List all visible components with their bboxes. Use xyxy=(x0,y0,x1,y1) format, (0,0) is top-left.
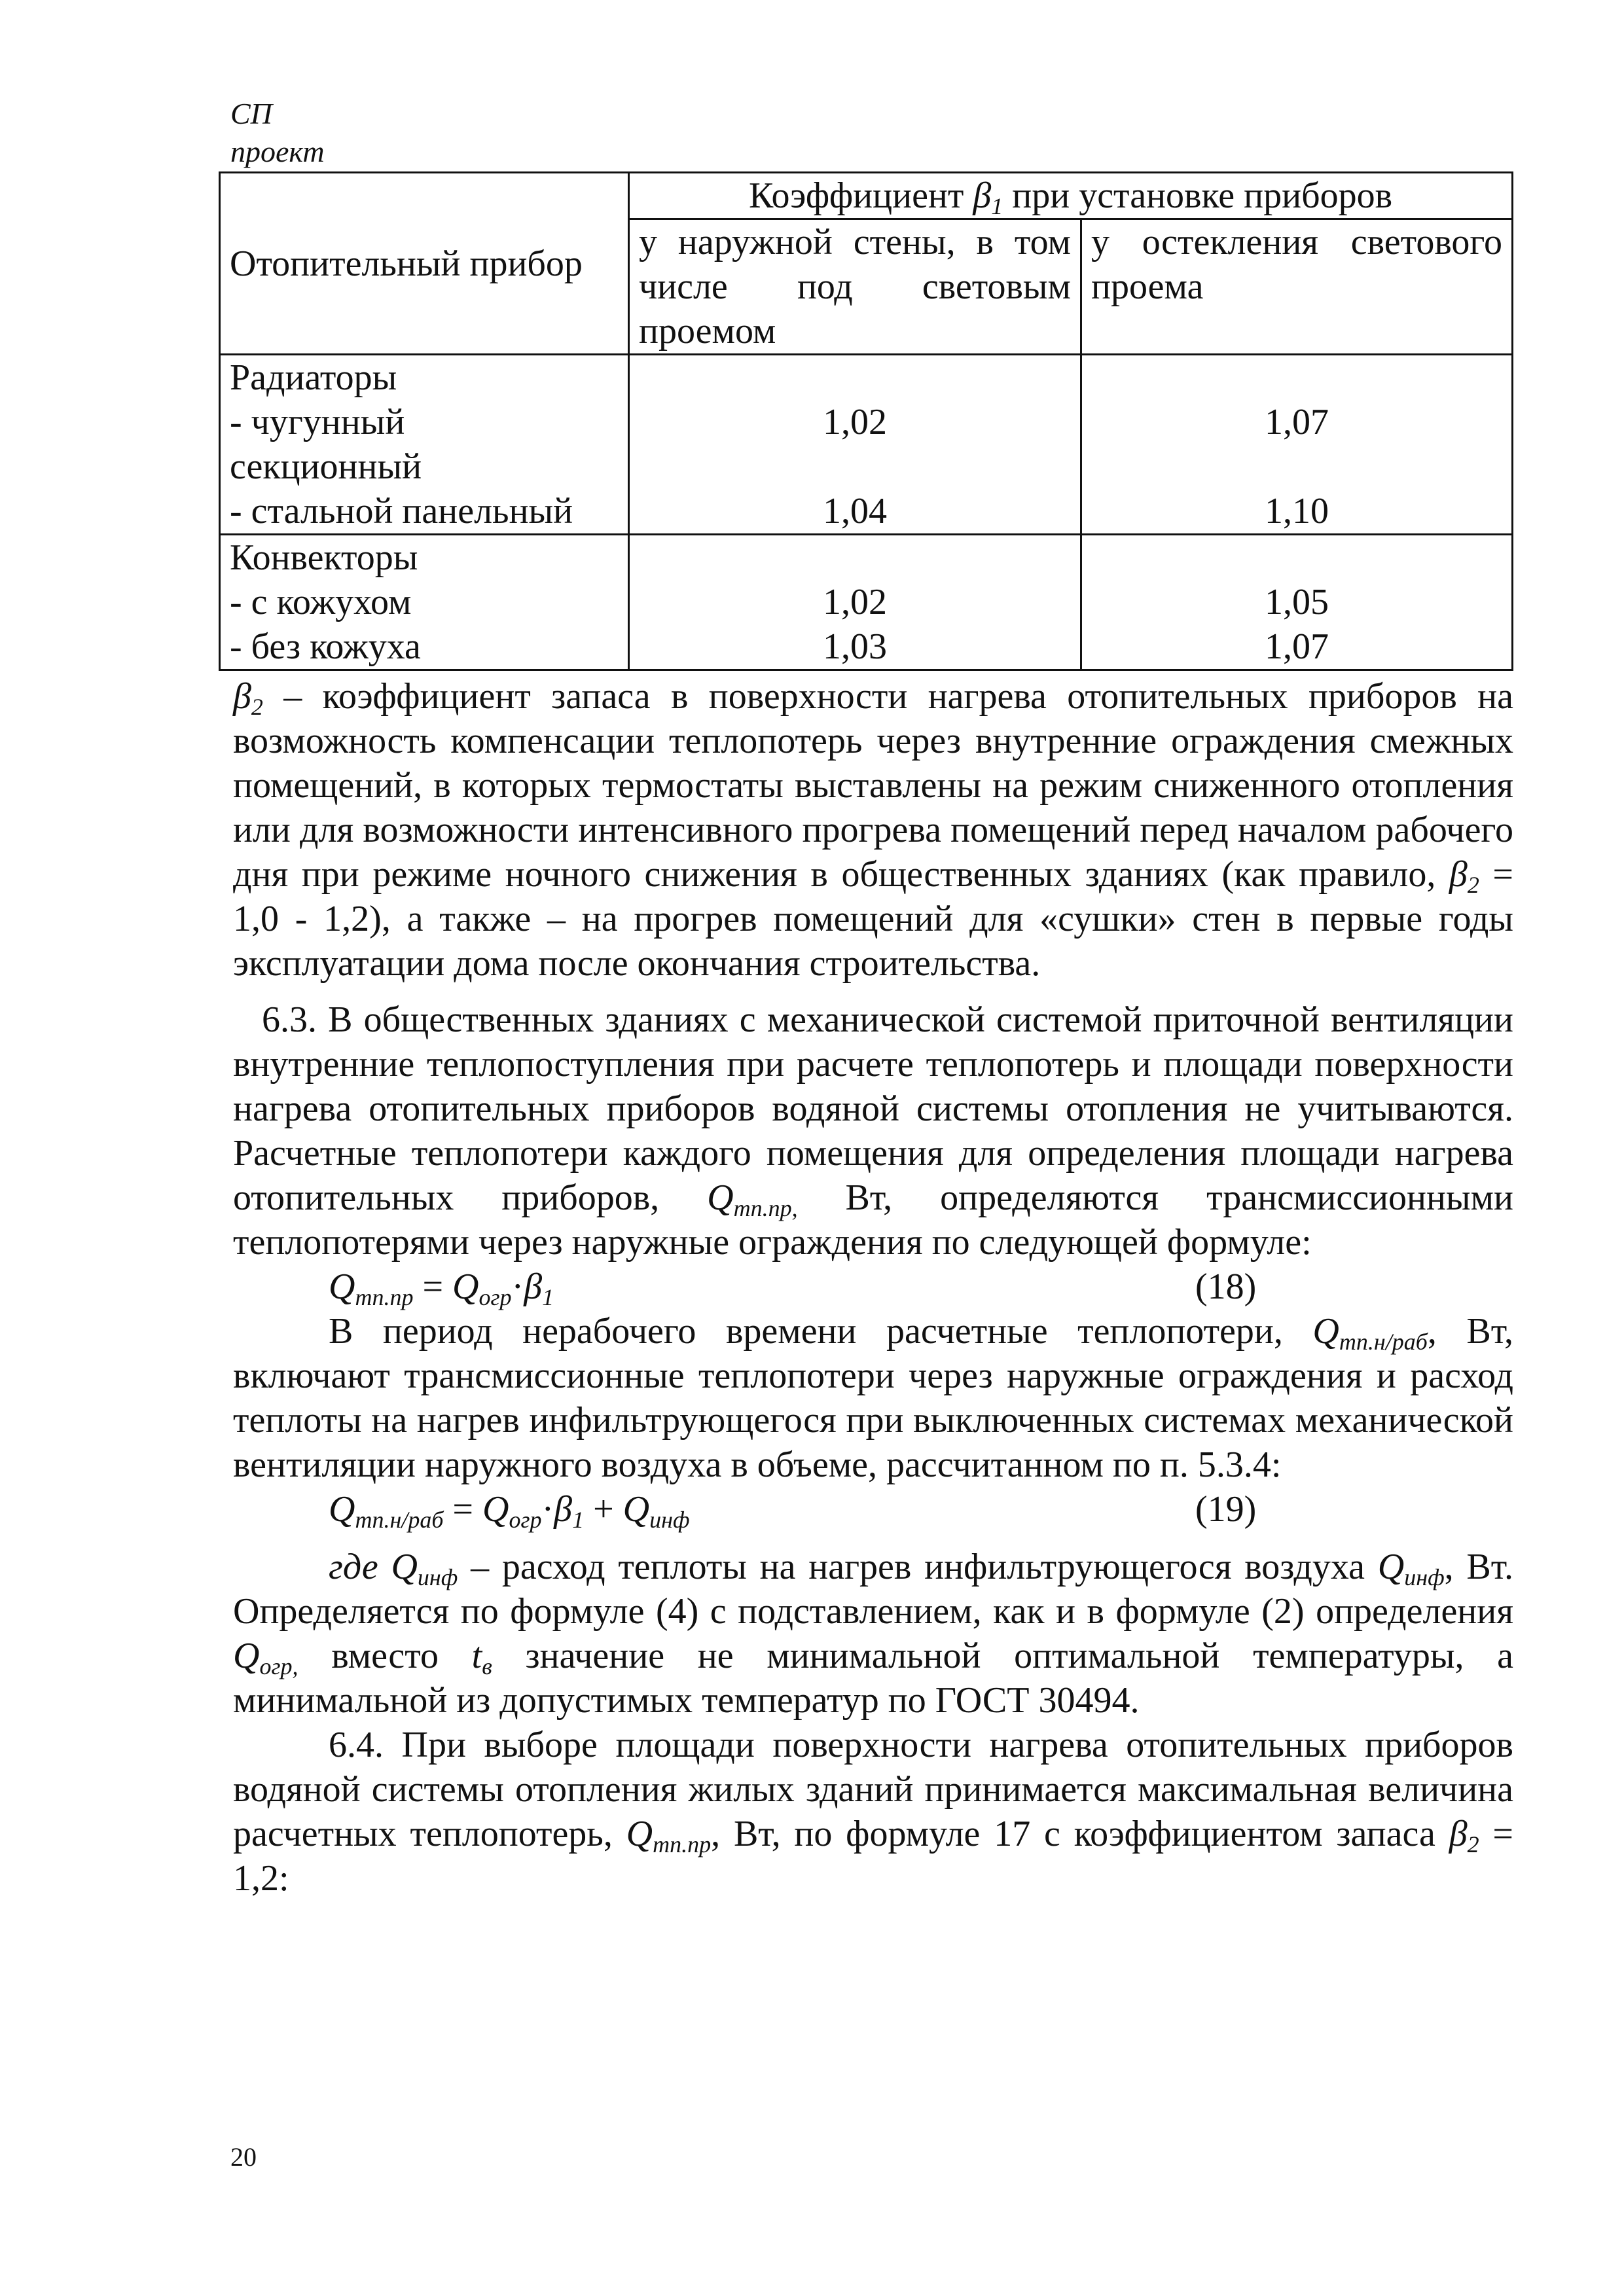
device-without-casing: - без кожуха xyxy=(230,626,421,667)
cell-values-glazing-conv: 1,05 1,07 xyxy=(1081,535,1513,670)
table-row-convectors xyxy=(220,535,1513,670)
device-cast-iron: - чугунный секционный xyxy=(230,402,422,487)
device-with-casing: - с кожухом xyxy=(230,582,412,622)
paragraph-beta2: $\beta_2$ – коэффициент запаса в поверхности нагрева отопительных приборов на возможность компенсации теплопотерь через внутренние ограждения смежных помещений, в которых термостаты выставлены на режим сниженного отопления или для возможности интенсивного прогрева помещений перед началом рабочего дня при режиме ночного снижения в общественных зданиях (как правило, $\beta_2 = 1,0 - 1,2$), а также – на прогрев помещений для «сушки» стен в первые годы эксплуатации дома после окончания строительства. xyxy=(233,676,1513,984)
formula-18: $Q_{тп.пр} = Q_{огр}\cdot\beta_1$ (18) xyxy=(233,1265,1513,1309)
cell-values-outer-wall-conv: 1,02 1,03 xyxy=(629,535,1081,670)
cell-values-glazing: 1,07 1,10 xyxy=(1081,355,1513,535)
header-doc-type: СП xyxy=(230,97,272,130)
paragraph-nonworking-time: В период нерабочего времени расчетные теплопотери, $Q_{тп.н/раб}$, Вт, включают трансмиссионные теплопотери через наружные ограждения и расход теплоты на нагрев инфильтрующегося при выключенных системах механической вентиляции наружного воздуха в объеме, рассчитанном по п. 5.3.4: xyxy=(233,1311,1513,1485)
header-status: проект xyxy=(230,135,325,168)
cell-values-outer-wall: 1,02 1,04 xyxy=(629,355,1081,535)
coefficient-table xyxy=(219,171,1513,671)
formula-19: $Q_{тп.н/раб} = Q_{огр}\cdot\beta_1 + Q_{инф}$ (19) xyxy=(233,1487,1513,1532)
formula-18-number: (18) xyxy=(1195,1266,1257,1307)
col-header-glazing: у остекления светового проема xyxy=(1081,219,1513,355)
cell-device-radiators: Радиаторы - чугунный секционный - стальной панельный xyxy=(220,355,629,535)
col-header-device: Отопительный прибор xyxy=(220,173,629,355)
col-header-outer-wall: у наружной стены, в том числе под световым проемом xyxy=(629,219,1081,355)
paragraph-6-3: 6.3. В общественных зданиях с механической системой приточной вентиляции внутренние теплопоступления при расчете теплопотерь и площади поверхности нагрева отопительных приборов водяной системы отопления не учитываются. Расчетные теплопотери каждого помещения для определения площади нагрева отопительных приборов, $Q_{тп.пр,}$ Вт, определяются трансмиссионными теплопотерями через наружные ограждения по следующей формуле: xyxy=(233,999,1513,1263)
table-row-radiators xyxy=(220,355,1513,535)
table-header-row xyxy=(220,173,1513,219)
formula-19-number: (19) xyxy=(1195,1489,1257,1530)
cell-device-convectors: Конвекторы - с кожухом - без кожуха xyxy=(220,535,629,670)
col-header-group: Коэффициент $\beta_1$ при установке приборов xyxy=(629,173,1513,219)
device-steel-panel: - стальной панельный xyxy=(230,491,573,531)
body-text xyxy=(233,674,1513,1901)
page-header xyxy=(230,95,325,171)
paragraph-where: где $Q_{инф}$ – расход теплоты на нагрев инфильтрующегося воздуха $Q_{инф}$, Вт. Определяется по формуле (4) с подставлением, как и в формуле (2) определения $Q_{огр,}$ вместо $t_в$ значение не минимальной оптимальной температуры, а минимальной из допустимых температур по ГОСТ 30494. xyxy=(233,1547,1513,1721)
paragraph-6-4: 6.4. При выборе площади поверхности нагрева отопительных приборов водяной системы отопления жилых зданий принимается максимальная величина расчетных теплопотерь, $Q_{тп.пр}$, Вт, по формуле 17 с коэффициентом запаса $\beta_2 = 1,2$: xyxy=(233,1725,1513,1899)
page-number: 20 xyxy=(230,2142,257,2172)
